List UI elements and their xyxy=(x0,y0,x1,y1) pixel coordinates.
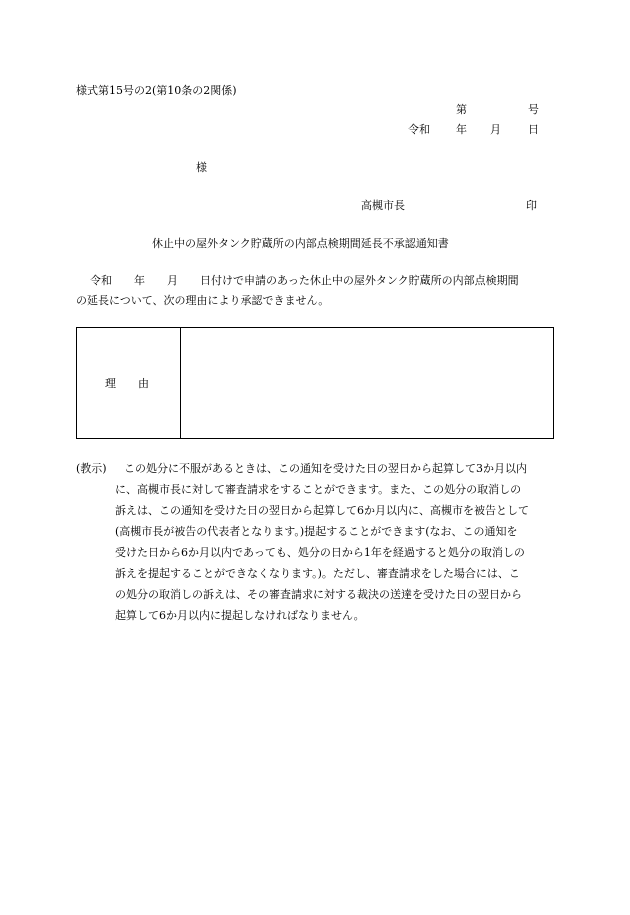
document-number-suffix: 号 xyxy=(528,103,539,116)
issuer-name: 高槻市長 xyxy=(361,199,405,212)
document-number-prefix: 第 xyxy=(456,103,467,116)
notice-line: 起算して6か月以内に提起しなければなりません。 xyxy=(115,609,365,622)
reason-table xyxy=(76,327,554,439)
form-number: 様式第15号の2(第10条の2関係) xyxy=(76,84,237,97)
notice-line: (高槻市長が被告の代表者となります。)提起することができます(なお、この通知を xyxy=(115,525,518,538)
body-text-line: の延長について、次の理由により承認できません。 xyxy=(76,294,330,307)
table-divider xyxy=(180,328,181,438)
reason-label: 理 由 xyxy=(105,377,149,390)
document-title: 休止中の屋外タンク貯蔵所の内部点検期間延長不承認通知書 xyxy=(152,237,449,250)
notice-line: の処分の取消しの訴えは、その審査請求に対する裁決の送達を受けた日の翌日から xyxy=(115,588,522,601)
date-era: 令和 xyxy=(408,123,430,136)
notice-line: に、高槻市長に対して審査請求をすることができます。また、この処分の取消しの xyxy=(115,483,522,496)
reason-value-cell xyxy=(187,336,545,430)
date-year: 年 xyxy=(456,123,467,136)
date-month: 月 xyxy=(490,123,501,136)
notice-line: 訴えは、この通知を受けた日の翌日から起算して6か月以内に、高槻市を被告として xyxy=(115,504,529,517)
notice-heading: (教示) xyxy=(76,462,107,475)
notice-line: この処分に不服があるときは、この通知を受けた日の翌日から起算して3か月以内 xyxy=(124,462,527,475)
body-text-line: 令和 年 月 日付けで申請のあった休止中の屋外タンク貯蔵所の内部点検期間 xyxy=(90,274,519,287)
addressee-honorific: 様 xyxy=(196,161,207,174)
date-day: 日 xyxy=(528,123,539,136)
notice-line: 受けた日から6か月以内であっても、処分の日から1年を経過すると処分の取消しの xyxy=(115,546,525,559)
seal-mark: 印 xyxy=(526,199,537,212)
notice-line: 訴えを提起することができなくなります。)。ただし、審査請求をした場合には、こ xyxy=(115,567,520,580)
